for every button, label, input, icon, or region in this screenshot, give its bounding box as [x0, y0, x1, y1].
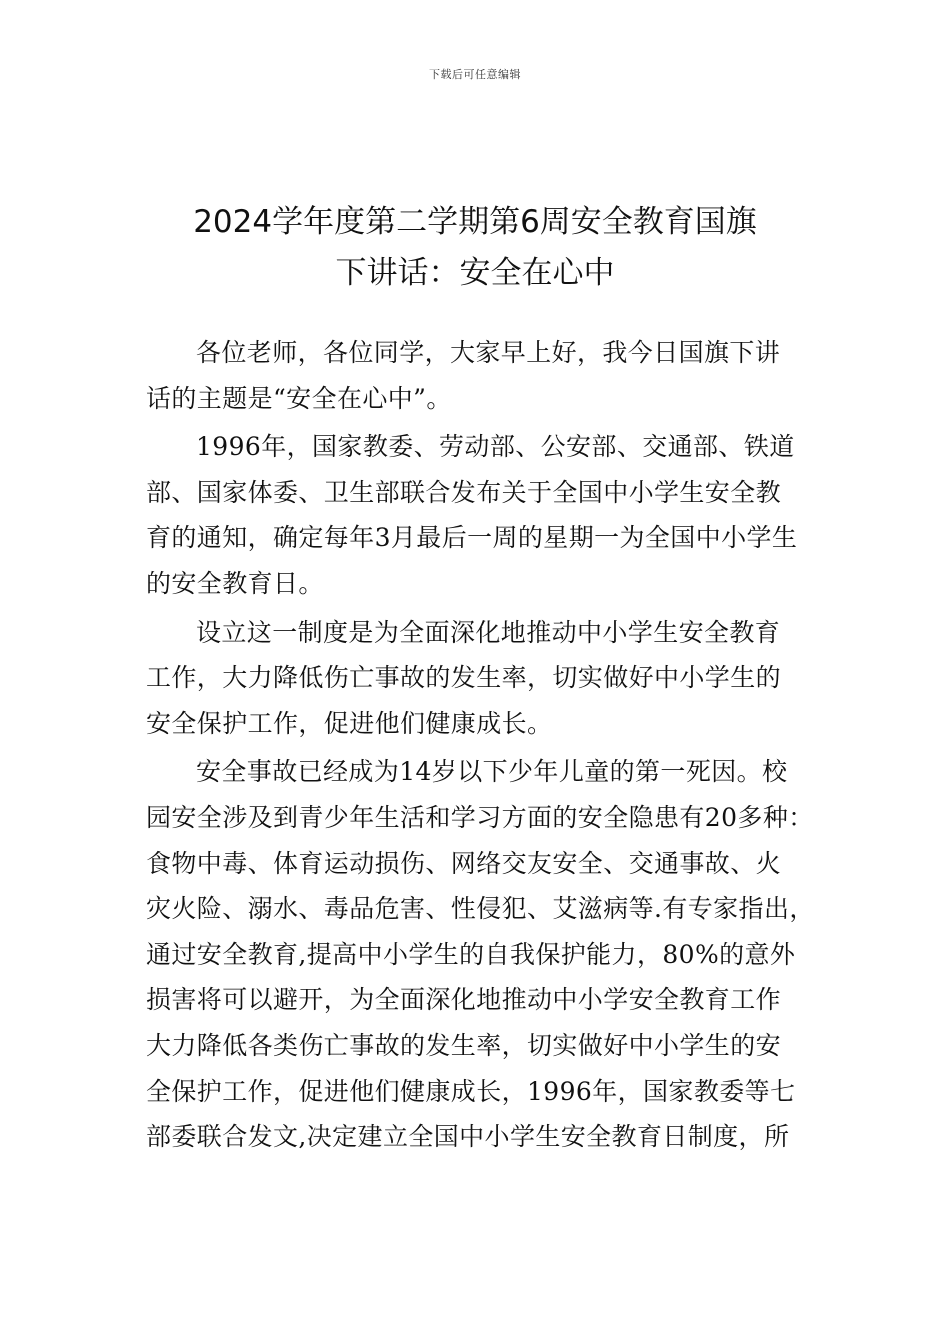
document-body	[146, 330, 828, 1163]
text-line: 灾火险、溺水、毒品危害、性侵犯、艾滋病等.有专家指出，	[146, 894, 815, 924]
title-line: 下讲话：安全在心中	[335, 254, 615, 291]
paragraph-history	[146, 424, 828, 606]
paragraph-greeting	[146, 330, 828, 421]
text-line: 食物中毒、体育运动损伤、网络交友安全、交通事故、火	[146, 848, 782, 878]
text-line: 工作，大力降低伤亡事故的发生率，切实做好中小学生的	[146, 663, 782, 693]
document-title	[120, 197, 830, 299]
title-line: 2024学年度第二学期第6周安全教育国旗	[193, 203, 757, 240]
text-line: 的安全教育日。	[146, 568, 324, 598]
text-line: 损害将可以避开，为全面深化地推动中小学安全教育工作	[146, 985, 782, 1015]
header-note: 下载后可任意编辑	[429, 68, 521, 81]
text-line: 全保护工作，促进他们健康成长，1996年，国家教委等七	[146, 1076, 796, 1106]
text-line: 安全事故已经成为14岁以下少年儿童的第一死因。校	[196, 757, 788, 787]
text-line: 育的通知，确定每年3月最后一周的星期一为全国中小学生	[146, 523, 798, 553]
paragraph-accidents	[146, 749, 828, 1159]
text-line: 通过安全教育,提高中小学生的自我保护能力，80%的意外	[146, 939, 796, 969]
text-line: 1996年，国家教委、劳动部、公安部、交通部、铁道	[196, 432, 795, 462]
text-line: 设立这一制度是为全面深化地推动中小学生安全教育	[196, 617, 781, 647]
text-line: 部、国家体委、卫生部联合发布关于全国中小学生安全教	[146, 477, 782, 507]
text-line: 园安全涉及到青少年生活和学习方面的安全隐患有20多种：	[146, 802, 814, 832]
paragraph-purpose	[146, 610, 828, 747]
text-line: 部委联合发文,决定建立全国中小学生安全教育日制度，所	[146, 1122, 790, 1152]
text-line: 话的主题是“安全在心中”。	[146, 383, 452, 413]
text-line: 大力降低各类伤亡事故的发生率，切实做好中小学生的安	[146, 1030, 782, 1060]
text-line: 各位老师，各位同学，大家早上好，我今日国旗下讲	[196, 338, 781, 367]
text-line: 安全保护工作，促进他们健康成长。	[146, 708, 553, 738]
